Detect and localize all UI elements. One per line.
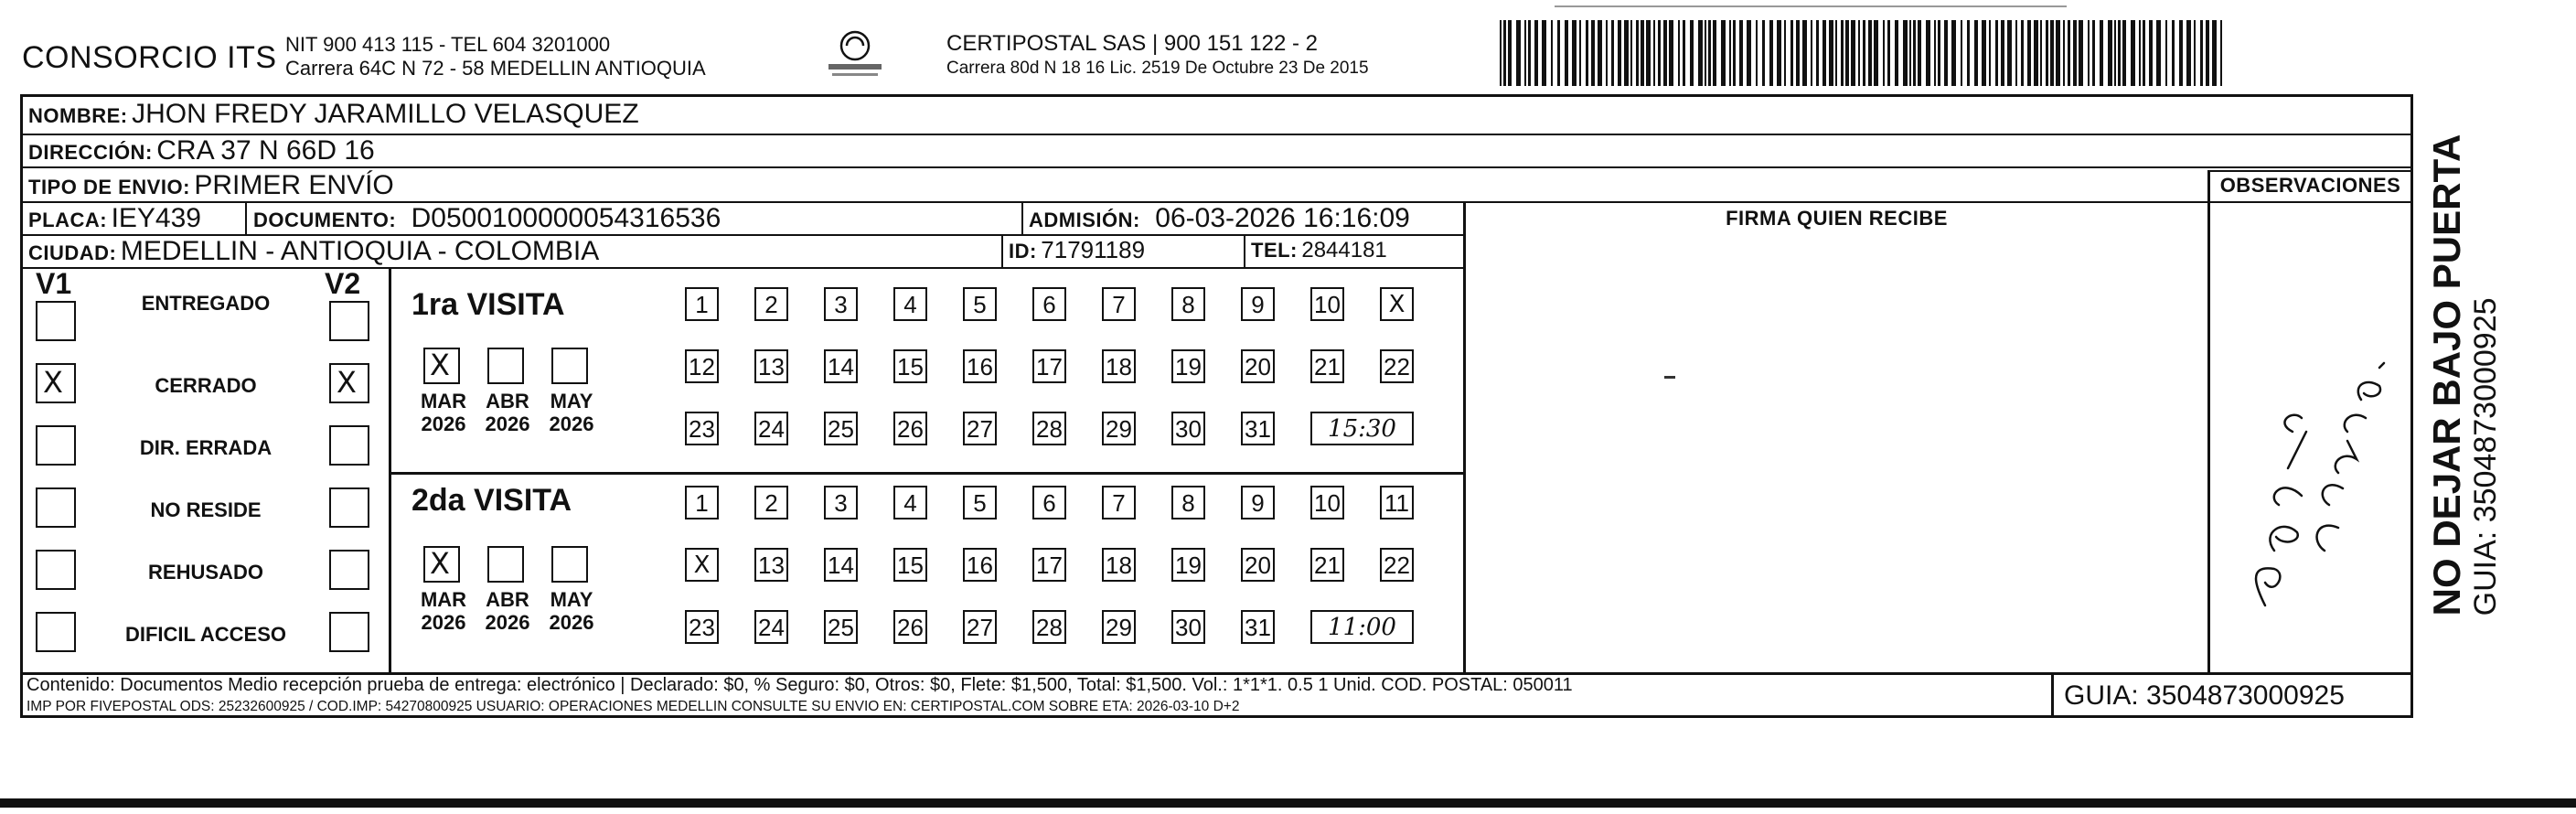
- barcode-bar: [1683, 20, 1685, 86]
- barcode-bar: [2179, 20, 2183, 86]
- barcode-bar: [1542, 20, 1546, 86]
- side-panel: [2419, 101, 2510, 649]
- ciudad-label: CIUDAD:: [28, 241, 117, 264]
- day-box[interactable]: 7: [1102, 486, 1136, 519]
- certipostal-logo: [823, 27, 887, 82]
- barcode-bar: [1816, 20, 1819, 86]
- month-year: 2026: [549, 611, 594, 634]
- v1-checkbox[interactable]: [36, 550, 76, 590]
- status-label: NO RESIDE: [150, 498, 262, 521]
- month-label: [480, 390, 535, 435]
- barcode-bar: [2007, 20, 2012, 86]
- tipo-value: PRIMER ENVÍO: [194, 170, 394, 200]
- barcode-bar: [2212, 20, 2217, 86]
- documento-label: DOCUMENTO:: [253, 209, 397, 231]
- day-box[interactable]: 10: [1310, 287, 1344, 321]
- status-label: DIFICIL ACCESO: [124, 623, 286, 646]
- day-box[interactable]: 31: [1241, 610, 1275, 644]
- courier-license: Carrera 80d N 18 16 Lic. 2519 De Octubre 23 De 2015: [946, 59, 1369, 78]
- v2-header: V2: [325, 267, 361, 300]
- month-checkbox[interactable]: [487, 348, 524, 384]
- day-box[interactable]: 22: [1380, 548, 1414, 582]
- day-box[interactable]: X: [1380, 287, 1414, 321]
- barcode-bar: [2186, 20, 2191, 86]
- visit1-title: 1ra VISITA: [412, 287, 565, 322]
- day-box[interactable]: X: [685, 548, 719, 582]
- company-nit: NIT 900 413 115 - TEL 604 3201000: [285, 33, 611, 56]
- v2-checkbox[interactable]: [329, 425, 369, 466]
- month-year: 2026: [421, 611, 466, 634]
- day-box[interactable]: 15: [893, 349, 927, 383]
- day-box[interactable]: 25: [824, 412, 858, 445]
- barcode-bar: [2156, 20, 2161, 86]
- footer-contenido: Contenido: Documentos Medio recepción prueba de entrega: electrónico | Declarado: $0, % Seguro: $0, Otros: $0, Flete: $1,500, Total: $1,500. Vol.: 1*1*1. 0.5 1 Unid. COD. POSTAL: 050011: [27, 675, 1573, 695]
- direccion-field: [28, 135, 375, 166]
- month-label: [544, 588, 599, 634]
- ciudad-value: MEDELLIN - ANTIOQUIA - COLOMBIA: [120, 236, 600, 266]
- barcode-bar: [1903, 20, 1908, 86]
- barcode-bar: [1508, 20, 1512, 86]
- barcode-bar: [1658, 20, 1661, 86]
- day-box[interactable]: 1: [685, 287, 719, 321]
- observaciones-header: OBSERVACIONES: [2219, 174, 2401, 197]
- barcode-bar: [1913, 20, 1916, 86]
- day-box[interactable]: 14: [824, 349, 858, 383]
- company-name: CONSORCIO ITS: [22, 40, 277, 75]
- day-box[interactable]: 8: [1171, 486, 1205, 519]
- day-box[interactable]: 14: [824, 548, 858, 582]
- day-box[interactable]: 15: [893, 548, 927, 582]
- obs-top: [2207, 170, 2410, 172]
- barcode-bar: [1895, 20, 1898, 86]
- barcode-bar: [2001, 20, 2004, 86]
- day-box[interactable]: 29: [1102, 610, 1136, 644]
- day-box[interactable]: 16: [963, 548, 997, 582]
- barcode-bar: [1534, 20, 1538, 86]
- barcode-bar: [1762, 20, 1765, 86]
- placa-label: PLACA:: [28, 209, 108, 231]
- month-year: 2026: [485, 611, 530, 634]
- day-box[interactable]: 30: [1171, 412, 1205, 445]
- barcode-bar: [1729, 20, 1731, 86]
- barcode-bar: [1835, 20, 1837, 86]
- barcode-bar: [1624, 20, 1629, 86]
- barcode-bar: [1678, 20, 1680, 86]
- placa-value: IEY439: [111, 203, 201, 233]
- barcode-bar: [1713, 20, 1716, 86]
- day-box[interactable]: 2: [754, 486, 788, 519]
- month-name: MAR: [420, 588, 467, 611]
- footer-imp: IMP POR FIVEPOSTAL ODS: 25232600925 / COD.IMP: 54270800925 USUARIO: OPERACIONES MEDELLIN CONSULTE SU ENVIO EN: CERTIPOSTAL.COM SOBRE ETA: 2026-03-10 D+2: [27, 699, 1240, 714]
- day-box[interactable]: 10: [1310, 486, 1344, 519]
- nombre-field: [28, 99, 639, 130]
- nombre-label: NOMBRE:: [28, 104, 128, 127]
- barcode-bar: [2092, 20, 2095, 86]
- barcode-bar: [1708, 20, 1711, 86]
- day-box[interactable]: 21: [1310, 349, 1344, 383]
- barcode-bar: [1851, 20, 1855, 86]
- day-box[interactable]: 17: [1032, 349, 1066, 383]
- barcode-bar: [1874, 20, 1878, 86]
- tel-value: 2844181: [1301, 238, 1387, 262]
- barcode-bar: [2200, 20, 2203, 86]
- id-divider: [1001, 234, 1003, 267]
- day-box[interactable]: 12: [685, 349, 719, 383]
- admision-value: 06-03-2026 16:16:09: [1155, 203, 1410, 233]
- month-label: [544, 390, 599, 435]
- admision-label: ADMISIÓN:: [1029, 209, 1140, 231]
- placa-divider: [245, 201, 247, 234]
- barcode-bar: [1618, 20, 1621, 86]
- check-mark: X: [43, 365, 63, 400]
- v2-checkbox[interactable]: [329, 301, 369, 341]
- barcode-bar: [1572, 20, 1577, 86]
- barcode-bar: [1733, 20, 1736, 86]
- barcode-bar: [1967, 20, 1970, 86]
- barcode-bar: [1653, 20, 1655, 86]
- tipo-field: [28, 170, 394, 201]
- v1-checkbox[interactable]: [36, 301, 76, 341]
- month-label: [480, 588, 535, 634]
- barcode-bar: [2063, 20, 2065, 86]
- barcode-bar: [1829, 20, 1833, 86]
- barcode-bar: [1934, 20, 1936, 86]
- barcode-bar: [2206, 20, 2209, 86]
- barcode-bar: [1591, 20, 1595, 86]
- barcode-bar: [1524, 20, 1526, 86]
- day-box[interactable]: 26: [893, 610, 927, 644]
- documento-value: D0500100000054316536: [411, 203, 721, 233]
- status-label: ENTREGADO: [141, 292, 271, 315]
- barcode-bar: [2056, 20, 2060, 86]
- barcode-bar: [1630, 20, 1632, 86]
- status-divider: [389, 267, 391, 672]
- day-box[interactable]: 16: [963, 349, 997, 383]
- admision-field: [1029, 203, 1410, 234]
- barcode-bar: [1784, 20, 1786, 86]
- barcode-bar: [1858, 20, 1860, 86]
- barcode-bar: [2079, 20, 2083, 86]
- day-box[interactable]: 30: [1171, 610, 1205, 644]
- month-year: 2026: [421, 412, 466, 435]
- barcode-bar: [1669, 20, 1673, 86]
- barcode-bar: [1739, 20, 1743, 86]
- barcode-bar: [1944, 20, 1948, 86]
- firma-stroke: [1664, 376, 1675, 379]
- month-checkbox[interactable]: [423, 348, 460, 384]
- barcode-bar: [1663, 20, 1667, 86]
- check-mark: X: [430, 546, 450, 581]
- barcode-bar: [2172, 20, 2175, 86]
- barcode-bar: [2100, 20, 2103, 86]
- barcode-bar: [2143, 20, 2145, 86]
- observaciones-area: [2210, 203, 2410, 669]
- barcode-bar: [1565, 20, 1568, 86]
- day-box[interactable]: 6: [1032, 287, 1066, 321]
- barcode-bar: [1845, 20, 1849, 86]
- day-box[interactable]: 3: [824, 287, 858, 321]
- barcode-bar: [2073, 20, 2077, 86]
- barcode-bar: [2088, 20, 2090, 86]
- day-box[interactable]: 5: [963, 287, 997, 321]
- barcode-bar: [2021, 20, 2024, 86]
- ciudad-field: [28, 236, 599, 267]
- day-box[interactable]: 8: [1171, 287, 1205, 321]
- day-box[interactable]: 21: [1310, 548, 1344, 582]
- day-box[interactable]: 9: [1241, 486, 1275, 519]
- day-box[interactable]: 19: [1171, 548, 1205, 582]
- admision-divider: [1021, 201, 1023, 234]
- tel-label: TEL:: [1251, 239, 1298, 262]
- id-value: 71791189: [1041, 236, 1146, 263]
- day-box[interactable]: 24: [754, 610, 788, 644]
- barcode-bar: [2068, 20, 2070, 86]
- barcode-bar: [1641, 20, 1644, 86]
- day-box[interactable]: 20: [1241, 548, 1275, 582]
- status-label: DIR. ERRADA: [139, 436, 273, 459]
- barcode-bar: [1636, 20, 1639, 86]
- placa-field: [28, 203, 201, 234]
- day-box[interactable]: 13: [754, 349, 788, 383]
- month-year: 2026: [549, 412, 594, 435]
- documento-field: [253, 203, 721, 234]
- barcode-bar: [2139, 20, 2141, 86]
- barcode-bar: [1790, 20, 1793, 86]
- day-box[interactable]: 17: [1032, 548, 1066, 582]
- month-label: [416, 588, 471, 634]
- barcode-bar: [1961, 20, 1962, 86]
- barcode-bar: [2015, 20, 2017, 86]
- month-name: MAY: [550, 588, 593, 611]
- id-field: [1009, 236, 1145, 264]
- barcode-bar: [1579, 20, 1581, 86]
- day-box[interactable]: 5: [963, 486, 997, 519]
- month-checkbox[interactable]: [487, 546, 524, 583]
- v1-checkbox[interactable]: [36, 612, 76, 652]
- day-box[interactable]: 27: [963, 610, 997, 644]
- check-mark: X: [337, 365, 357, 400]
- shipping-form: [20, 94, 2413, 718]
- firma-header: FIRMA QUIEN RECIBE: [1726, 207, 1948, 230]
- day-box[interactable]: 29: [1102, 412, 1136, 445]
- barcode-bar: [1551, 20, 1553, 86]
- barcode-bar: [2050, 20, 2054, 86]
- visit2-title: 2da VISITA: [412, 483, 572, 518]
- barcode-bar: [1777, 20, 1781, 86]
- v1-checkbox[interactable]: [36, 487, 76, 528]
- barcode-bar: [1863, 20, 1865, 86]
- footer-guia-divider: [2051, 672, 2054, 718]
- barcode-bar: [2220, 20, 2222, 86]
- barcode-bar: [1721, 20, 1726, 86]
- barcode-bar: [1989, 20, 1991, 86]
- barcode-bar: [1995, 20, 1998, 86]
- month-checkbox[interactable]: [551, 348, 588, 384]
- status-label: REHUSADO: [148, 561, 263, 584]
- tel-field: [1251, 238, 1387, 263]
- certipostal-logo-icon: [823, 27, 887, 82]
- day-box[interactable]: 4: [893, 287, 927, 321]
- barcode-icon: [1500, 20, 2231, 86]
- barcode-bar: [1500, 20, 1502, 86]
- barcode-bar: [1586, 20, 1588, 86]
- tel-divider: [1244, 234, 1245, 267]
- nombre-value: JHON FREDY JARAMILLO VELASQUEZ: [132, 99, 639, 129]
- barcode-bar: [1769, 20, 1773, 86]
- visit-divider: [389, 472, 1463, 475]
- row-divider: [23, 166, 2410, 168]
- top-edge-mark: [1555, 5, 2067, 7]
- barcode-bar: [1606, 20, 1608, 86]
- barcode-bar: [1557, 20, 1560, 86]
- month-name: MAR: [420, 390, 467, 412]
- day-box[interactable]: 25: [824, 610, 858, 644]
- barcode-bar: [1747, 20, 1751, 86]
- barcode-bar: [2118, 20, 2121, 86]
- barcode-bar: [2027, 20, 2031, 86]
- month-year: 2026: [485, 412, 530, 435]
- tipo-label: TIPO DE ENVIO:: [28, 176, 190, 198]
- visit-time[interactable]: 15:30: [1310, 412, 1414, 445]
- barcode-bar: [1503, 20, 1506, 86]
- handwriting-signature: [2210, 203, 2410, 669]
- barcode-bar: [1646, 20, 1651, 86]
- barcode-bar: [1951, 20, 1956, 86]
- side-guia: GUIA: 3504873000925: [2468, 297, 2503, 616]
- barcode-bar: [2131, 20, 2135, 86]
- barcode-bar: [1756, 20, 1758, 86]
- footer-guia: GUIA: 3504873000925: [2064, 680, 2345, 711]
- barcode-bar: [2040, 20, 2042, 86]
- barcode-bar: [1811, 20, 1812, 86]
- v2-checkbox[interactable]: [329, 487, 369, 528]
- day-box[interactable]: 3: [824, 486, 858, 519]
- barcode-bar: [1918, 20, 1921, 86]
- day-box[interactable]: 18: [1102, 548, 1136, 582]
- month-name: ABR: [486, 390, 529, 412]
- month-label: [416, 390, 471, 435]
- barcode-bar: [1982, 20, 1986, 86]
- barcode-bar: [2165, 20, 2167, 86]
- v2-checkbox[interactable]: [329, 612, 369, 652]
- courier-name: CERTIPOSTAL SAS | 900 151 122 - 2: [946, 31, 1318, 56]
- day-box[interactable]: 9: [1241, 287, 1275, 321]
- day-box[interactable]: 23: [685, 412, 719, 445]
- v1-checkbox[interactable]: [36, 425, 76, 466]
- day-box[interactable]: 28: [1032, 412, 1066, 445]
- side-warning: NO DEJAR BAJO PUERTA: [2425, 134, 2468, 616]
- visit-time[interactable]: 11:00: [1310, 610, 1414, 644]
- day-box[interactable]: 18: [1102, 349, 1136, 383]
- barcode-bar: [1868, 20, 1872, 86]
- col-divider-firma: [1463, 201, 1466, 672]
- month-checkbox[interactable]: [423, 546, 460, 583]
- row-divider: [23, 134, 2410, 135]
- id-label: ID:: [1009, 240, 1037, 262]
- barcode-bar: [1598, 20, 1602, 86]
- check-mark: X: [430, 348, 450, 382]
- barcode-bar: [2194, 20, 2196, 86]
- barcode-bar: [2149, 20, 2153, 86]
- month-name: ABR: [486, 588, 529, 611]
- v1-header: V1: [36, 267, 72, 300]
- barcode-bar: [1698, 20, 1703, 86]
- bottom-rule: [0, 798, 2576, 808]
- day-box[interactable]: 1: [685, 486, 719, 519]
- company-address: Carrera 64C N 72 - 58 MEDELLIN ANTIOQUIA: [285, 57, 706, 80]
- barcode-bar: [2108, 20, 2112, 86]
- barcode-bar: [1841, 20, 1844, 86]
- v2-checkbox[interactable]: [329, 550, 369, 590]
- barcode-bar: [2046, 20, 2048, 86]
- v1-checkbox[interactable]: [36, 363, 76, 403]
- day-box[interactable]: 2: [754, 287, 788, 321]
- barcode-bar: [2114, 20, 2116, 86]
- day-box[interactable]: 19: [1171, 349, 1205, 383]
- day-box[interactable]: 4: [893, 486, 927, 519]
- day-box[interactable]: 7: [1102, 287, 1136, 321]
- day-box[interactable]: 23: [685, 610, 719, 644]
- barcode-bar: [1690, 20, 1694, 86]
- barcode-bar: [1796, 20, 1800, 86]
- direccion-label: DIRECCIÓN:: [28, 141, 153, 164]
- barcode-bar: [2122, 20, 2126, 86]
- day-box[interactable]: 20: [1241, 349, 1275, 383]
- direccion-value: CRA 37 N 66D 16: [156, 135, 375, 166]
- v2-checkbox[interactable]: [329, 363, 369, 403]
- barcode-bar: [1938, 20, 1940, 86]
- barcode-bar: [1802, 20, 1807, 86]
- barcode-bar: [1705, 20, 1706, 86]
- day-box[interactable]: 26: [893, 412, 927, 445]
- day-box[interactable]: 11: [1380, 486, 1414, 519]
- barcode-bar: [1887, 20, 1890, 86]
- month-name: MAY: [550, 390, 593, 412]
- barcode-bar: [1909, 20, 1911, 86]
- barcode-bar: [1822, 20, 1826, 86]
- day-box[interactable]: 28: [1032, 610, 1066, 644]
- barcode-bar: [2034, 20, 2038, 86]
- barcode-bar: [1528, 20, 1531, 86]
- barcode-bar: [1883, 20, 1885, 86]
- day-box[interactable]: 6: [1032, 486, 1066, 519]
- barcode-bar: [1974, 20, 1978, 86]
- day-box[interactable]: 31: [1241, 412, 1275, 445]
- day-box[interactable]: 24: [754, 412, 788, 445]
- day-box[interactable]: 13: [754, 548, 788, 582]
- barcode-svg: [1500, 20, 2231, 86]
- barcode-bar: [1611, 20, 1614, 86]
- row-divider: [23, 267, 1463, 269]
- status-label: CERRADO: [155, 374, 257, 397]
- barcode-bar: [1516, 20, 1521, 86]
- month-checkbox[interactable]: [551, 546, 588, 583]
- barcode-bar: [1926, 20, 1930, 86]
- day-box[interactable]: 22: [1380, 349, 1414, 383]
- day-box[interactable]: 27: [963, 412, 997, 445]
